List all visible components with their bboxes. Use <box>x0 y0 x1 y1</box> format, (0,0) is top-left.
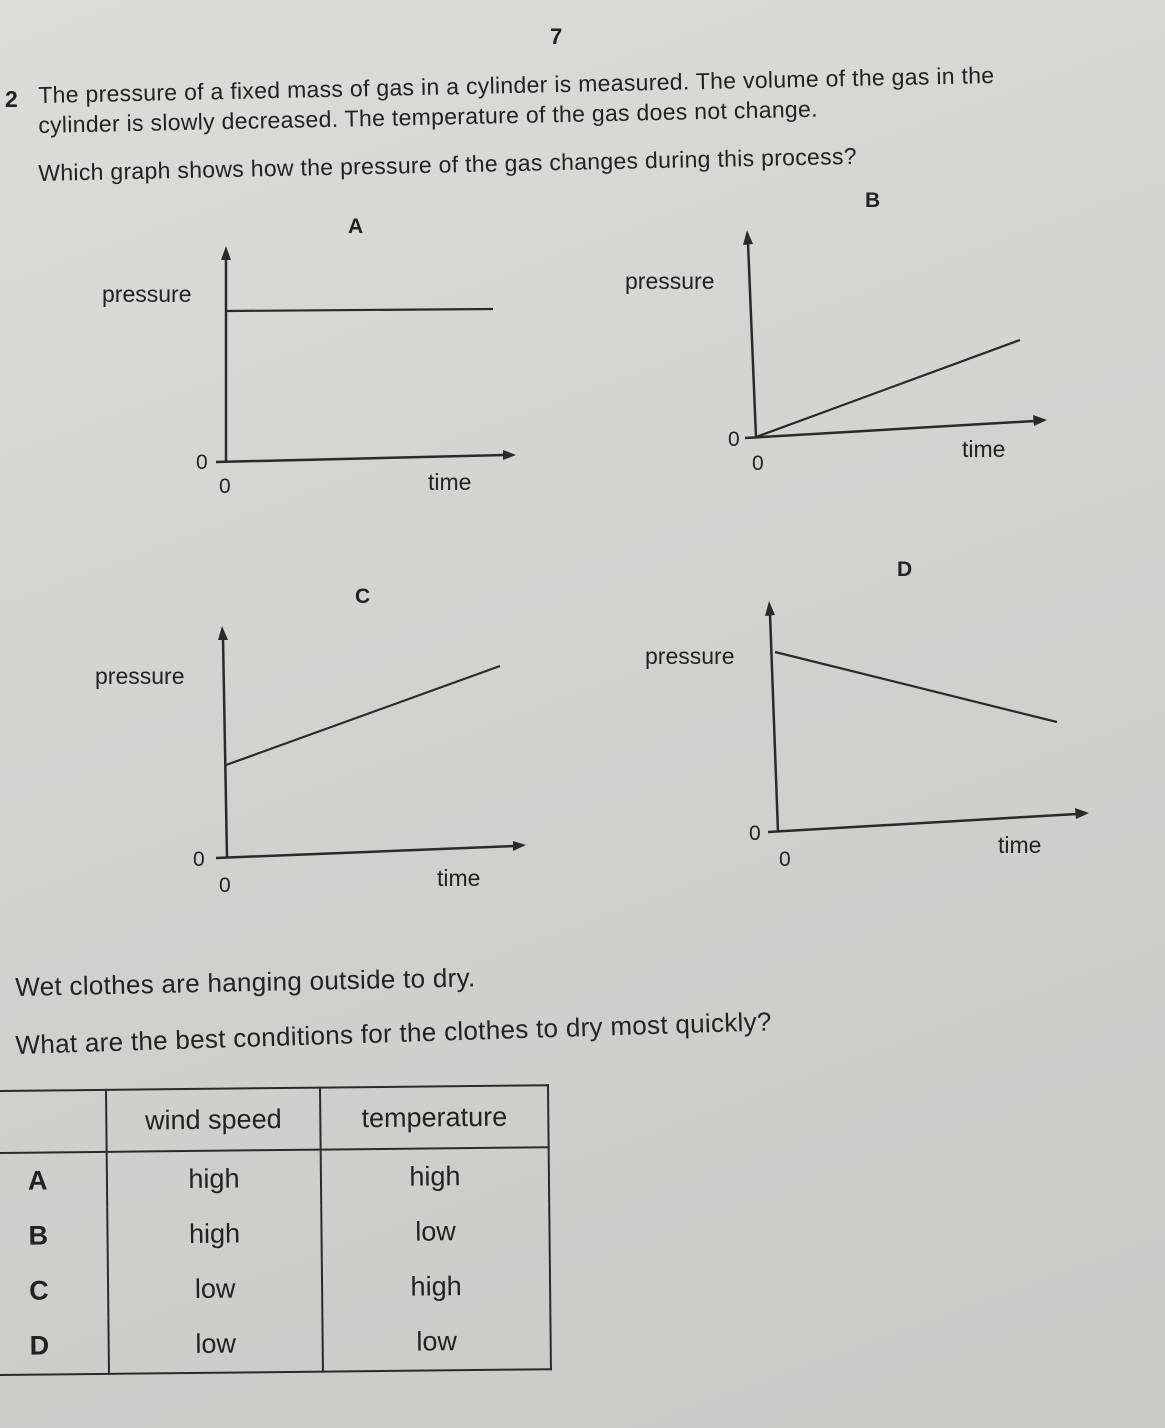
table-cell-temperature: high <box>321 1147 550 1205</box>
table-option-a: A <box>0 1152 107 1209</box>
graph-c-origin-x: 0 <box>219 874 231 897</box>
table-header-row <box>0 1085 549 1153</box>
graph-d-y-axis <box>770 614 778 832</box>
graph-c-y-label: pressure <box>95 663 185 689</box>
graph-d-x-label: time <box>998 832 1042 858</box>
graph-d-x-axis <box>768 814 1077 832</box>
table-header-blank <box>0 1090 107 1153</box>
graph-d-y-arrow <box>765 601 775 616</box>
graph-b-origin-y: 0 <box>728 428 740 451</box>
graph-b-y-label: pressure <box>625 268 715 294</box>
graph-c-x-label: time <box>437 865 481 891</box>
table-cell-temperature: low <box>321 1203 550 1260</box>
question-2-text-line2: cylinder is slowly decreased. The temperature of the gas does not change. <box>38 95 819 138</box>
graph-a-origin-x: 0 <box>219 475 231 498</box>
graph-d-y-label: pressure <box>645 643 735 669</box>
table-row <box>0 1147 549 1209</box>
table-cell-wind-speed: high <box>107 1206 322 1263</box>
table-option-c: C <box>0 1263 108 1319</box>
question-2-number: 2 <box>5 86 19 112</box>
question-3-prompt: What are the best conditions for the clothes to dry most quickly? <box>15 1006 773 1060</box>
table-cell-wind-speed: low <box>108 1261 323 1318</box>
graph-d-letter: D <box>897 558 913 581</box>
graph-d-data-line <box>775 652 1057 722</box>
graph-d-x-arrow <box>1075 808 1089 819</box>
table-header-wind-speed: wind speed <box>106 1088 321 1152</box>
graph-a-letter: A <box>348 215 364 238</box>
table-option-d: D <box>0 1318 109 1375</box>
table-option-b: B <box>0 1208 108 1264</box>
question-2-prompt: Which graph shows how the pressure of the gas changes during this process? <box>38 142 858 186</box>
graph-b-x-label: time <box>962 436 1006 462</box>
graph-c-letter: C <box>355 585 371 608</box>
table-row <box>0 1203 550 1264</box>
graph-d-origin-y: 0 <box>749 822 761 845</box>
graph-a-y-label: pressure <box>102 281 192 307</box>
graph-b-origin-x: 0 <box>752 452 764 475</box>
graph-a-x-label: time <box>428 469 472 495</box>
table-cell-temperature: low <box>322 1313 551 1371</box>
graph-a-origin-y: 0 <box>196 451 208 474</box>
table-row <box>0 1313 551 1375</box>
graph-c-origin-y: 0 <box>193 848 205 871</box>
table-cell-temperature: high <box>322 1258 551 1315</box>
table-cell-wind-speed: low <box>108 1316 323 1374</box>
table-row <box>0 1258 550 1319</box>
graph-d-origin-x: 0 <box>779 848 791 871</box>
answer-table <box>0 1084 552 1376</box>
question-2-text-line1: The pressure of a fixed mass of gas in a cylinder is measured. The volume of the gas in the <box>38 61 995 108</box>
graph-b-letter: B <box>865 189 881 212</box>
table-cell-wind-speed: high <box>107 1150 322 1208</box>
page-number: 7 <box>550 24 563 49</box>
table-header-temperature: temperature <box>320 1085 549 1149</box>
question-3-statement: Wet clothes are hanging outside to dry. <box>15 962 476 1002</box>
